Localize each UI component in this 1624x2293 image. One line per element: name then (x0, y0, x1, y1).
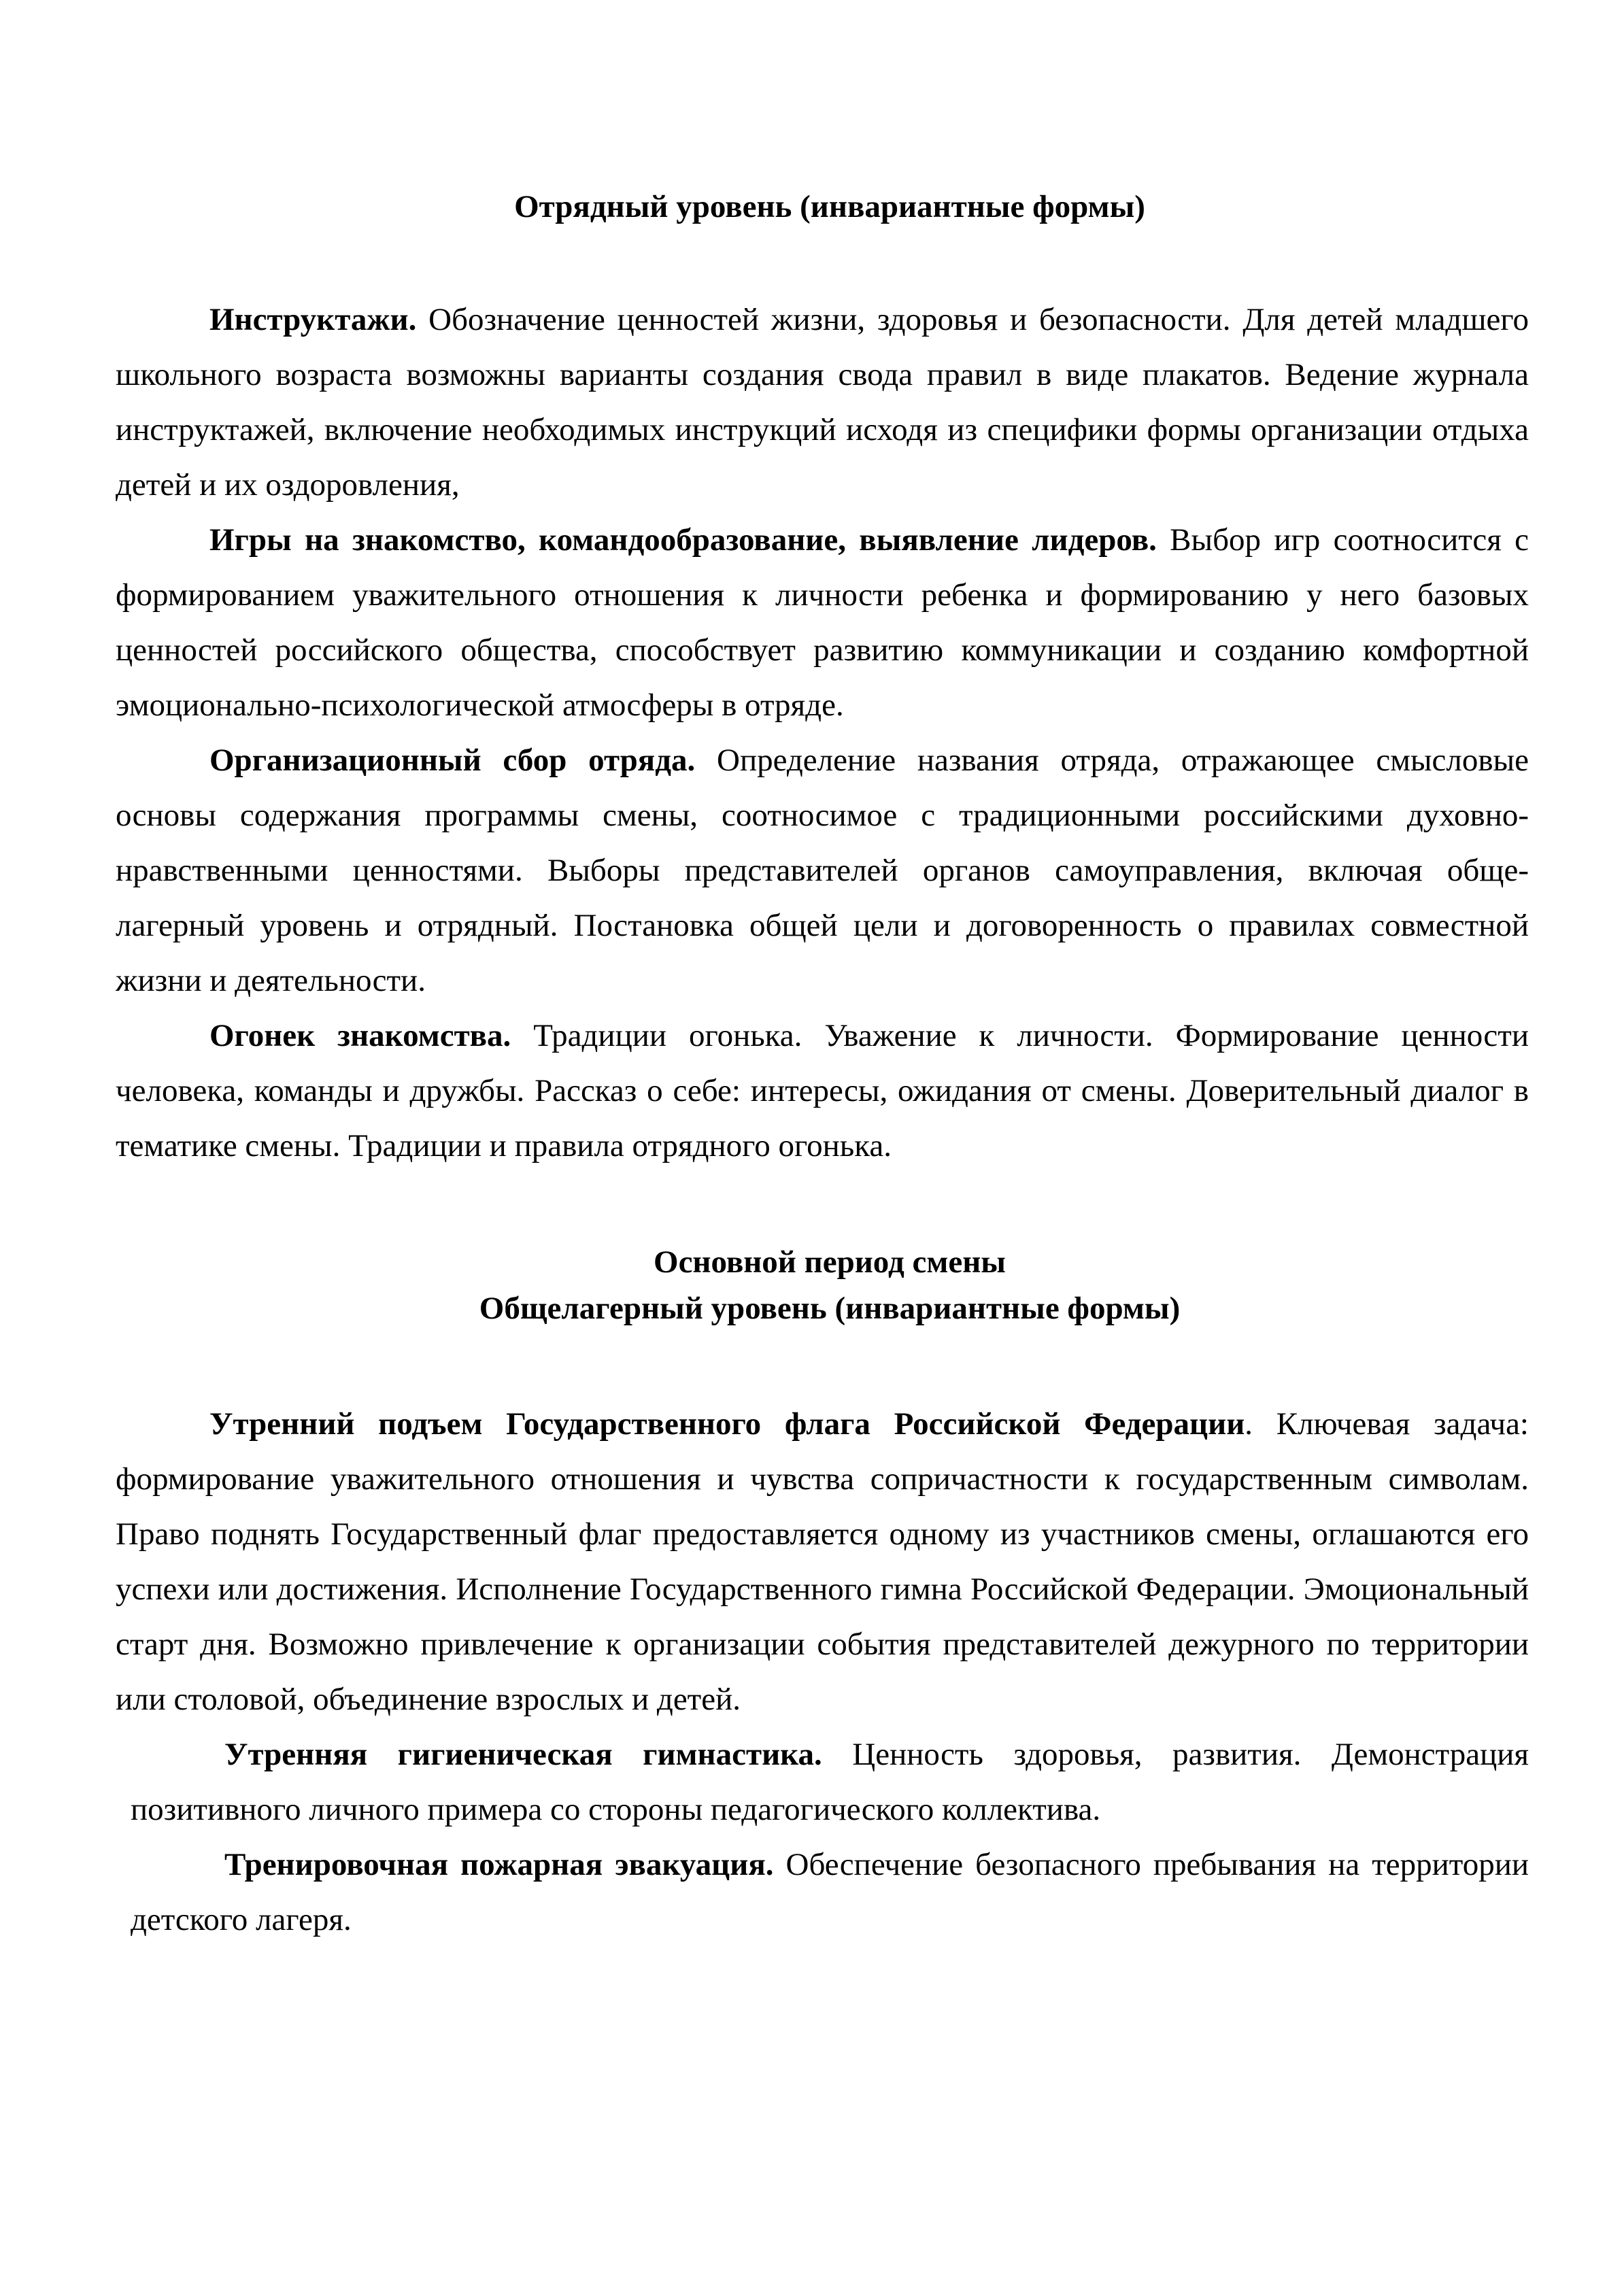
paragraph-acquaintance-campfire (116, 1008, 1529, 1174)
paragraph-body: Определение названия отряда, отражающее смысловые основы содержания программы смены, соотносимое с традиционными российскими духовно-нравственными ценностями. Выборы представителей органов самоуправления, включая обще-лагерный уровень и отрядный. Постановка общей цели и договоренность о правилах совместной жизни и деятельности. (116, 743, 1529, 998)
section-title-squad-level: Отрядный уровень (инвариантные формы) (514, 189, 1145, 224)
paragraph-lead: Утренний подъем Государственного флага Российской Федерации (209, 1406, 1245, 1442)
paragraph-organizational-meeting (116, 733, 1529, 1008)
paragraph-morning-gymnastics (116, 1727, 1529, 1837)
paragraph-fire-evacuation (116, 1837, 1529, 1948)
paragraph-lead: Игры на знакомство, командообразование, выявление лидеров. (209, 522, 1157, 558)
paragraph-body: Обозначение ценностей жизни, здоровья и безопасности. Для детей младшего школьного возраста возможны варианты создания свода правил в виде плакатов. Ведение журнала инструктажей, включение необходимых инструкций исходя из специфики формы организации отдыха детей и их оздоровления, (116, 302, 1529, 503)
paragraph-flag-raising (116, 1397, 1529, 1727)
paragraph-body: Традиции огонька. Уважение к личности. Формирование ценности человека, команды и дружбы. Рассказ о себе: интересы, ожидания от смены. Доверительный диалог в тематике смены. Традиции и правила отрядного огонька. (116, 1018, 1529, 1164)
section-subtitle-camp-level: Общелагерный уровень (инвариантные формы) (479, 1291, 1181, 1326)
document-body (116, 184, 1529, 1948)
paragraph-lead: Организационный сбор отряда. (209, 743, 696, 778)
paragraph-briefings (116, 292, 1529, 513)
paragraph-lead: Инструктажи. (209, 302, 417, 337)
paragraph-lead: Утренняя гигиеническая гимнастика. (224, 1737, 822, 1772)
paragraph-body: . Ключевая задача: формирование уважительного отношения и чувства сопричастности к государственным символам. Право поднять Государственный флаг предоставляется одному из участников смены, оглашаются его успехи или достижения. Исполнение Государственного гимна Российской Федерации. Эмоциональный старт дня. Возможно привлечение к организации события представителей дежурного по территории или столовой, объединение взрослых и детей. (116, 1406, 1529, 1717)
paragraph-team-games (116, 513, 1529, 733)
paragraph-body: Выбор игр соотносится с формированием уважительного отношения к личности ребенка и формированию у него базовых ценностей российского общества, способствует развитию коммуникации и созданию комфортной эмоционально-психологической атмосферы в отряде. (116, 522, 1529, 723)
paragraph-lead: Огонек знакомства. (209, 1018, 511, 1053)
section-title-main-period: Основной период смены (654, 1244, 1006, 1280)
paragraph-body: Ценность здоровья, развития. Демонстрация позитивного личного примера со стороны педагогического коллектива. (131, 1737, 1529, 1827)
paragraph-body: Обеспечение безопасного пребывания на территории детского лагеря. (131, 1847, 1529, 1937)
section-heading-main-period (116, 1239, 1529, 1331)
paragraph-lead: Тренировочная пожарная эвакуация. (224, 1847, 774, 1882)
